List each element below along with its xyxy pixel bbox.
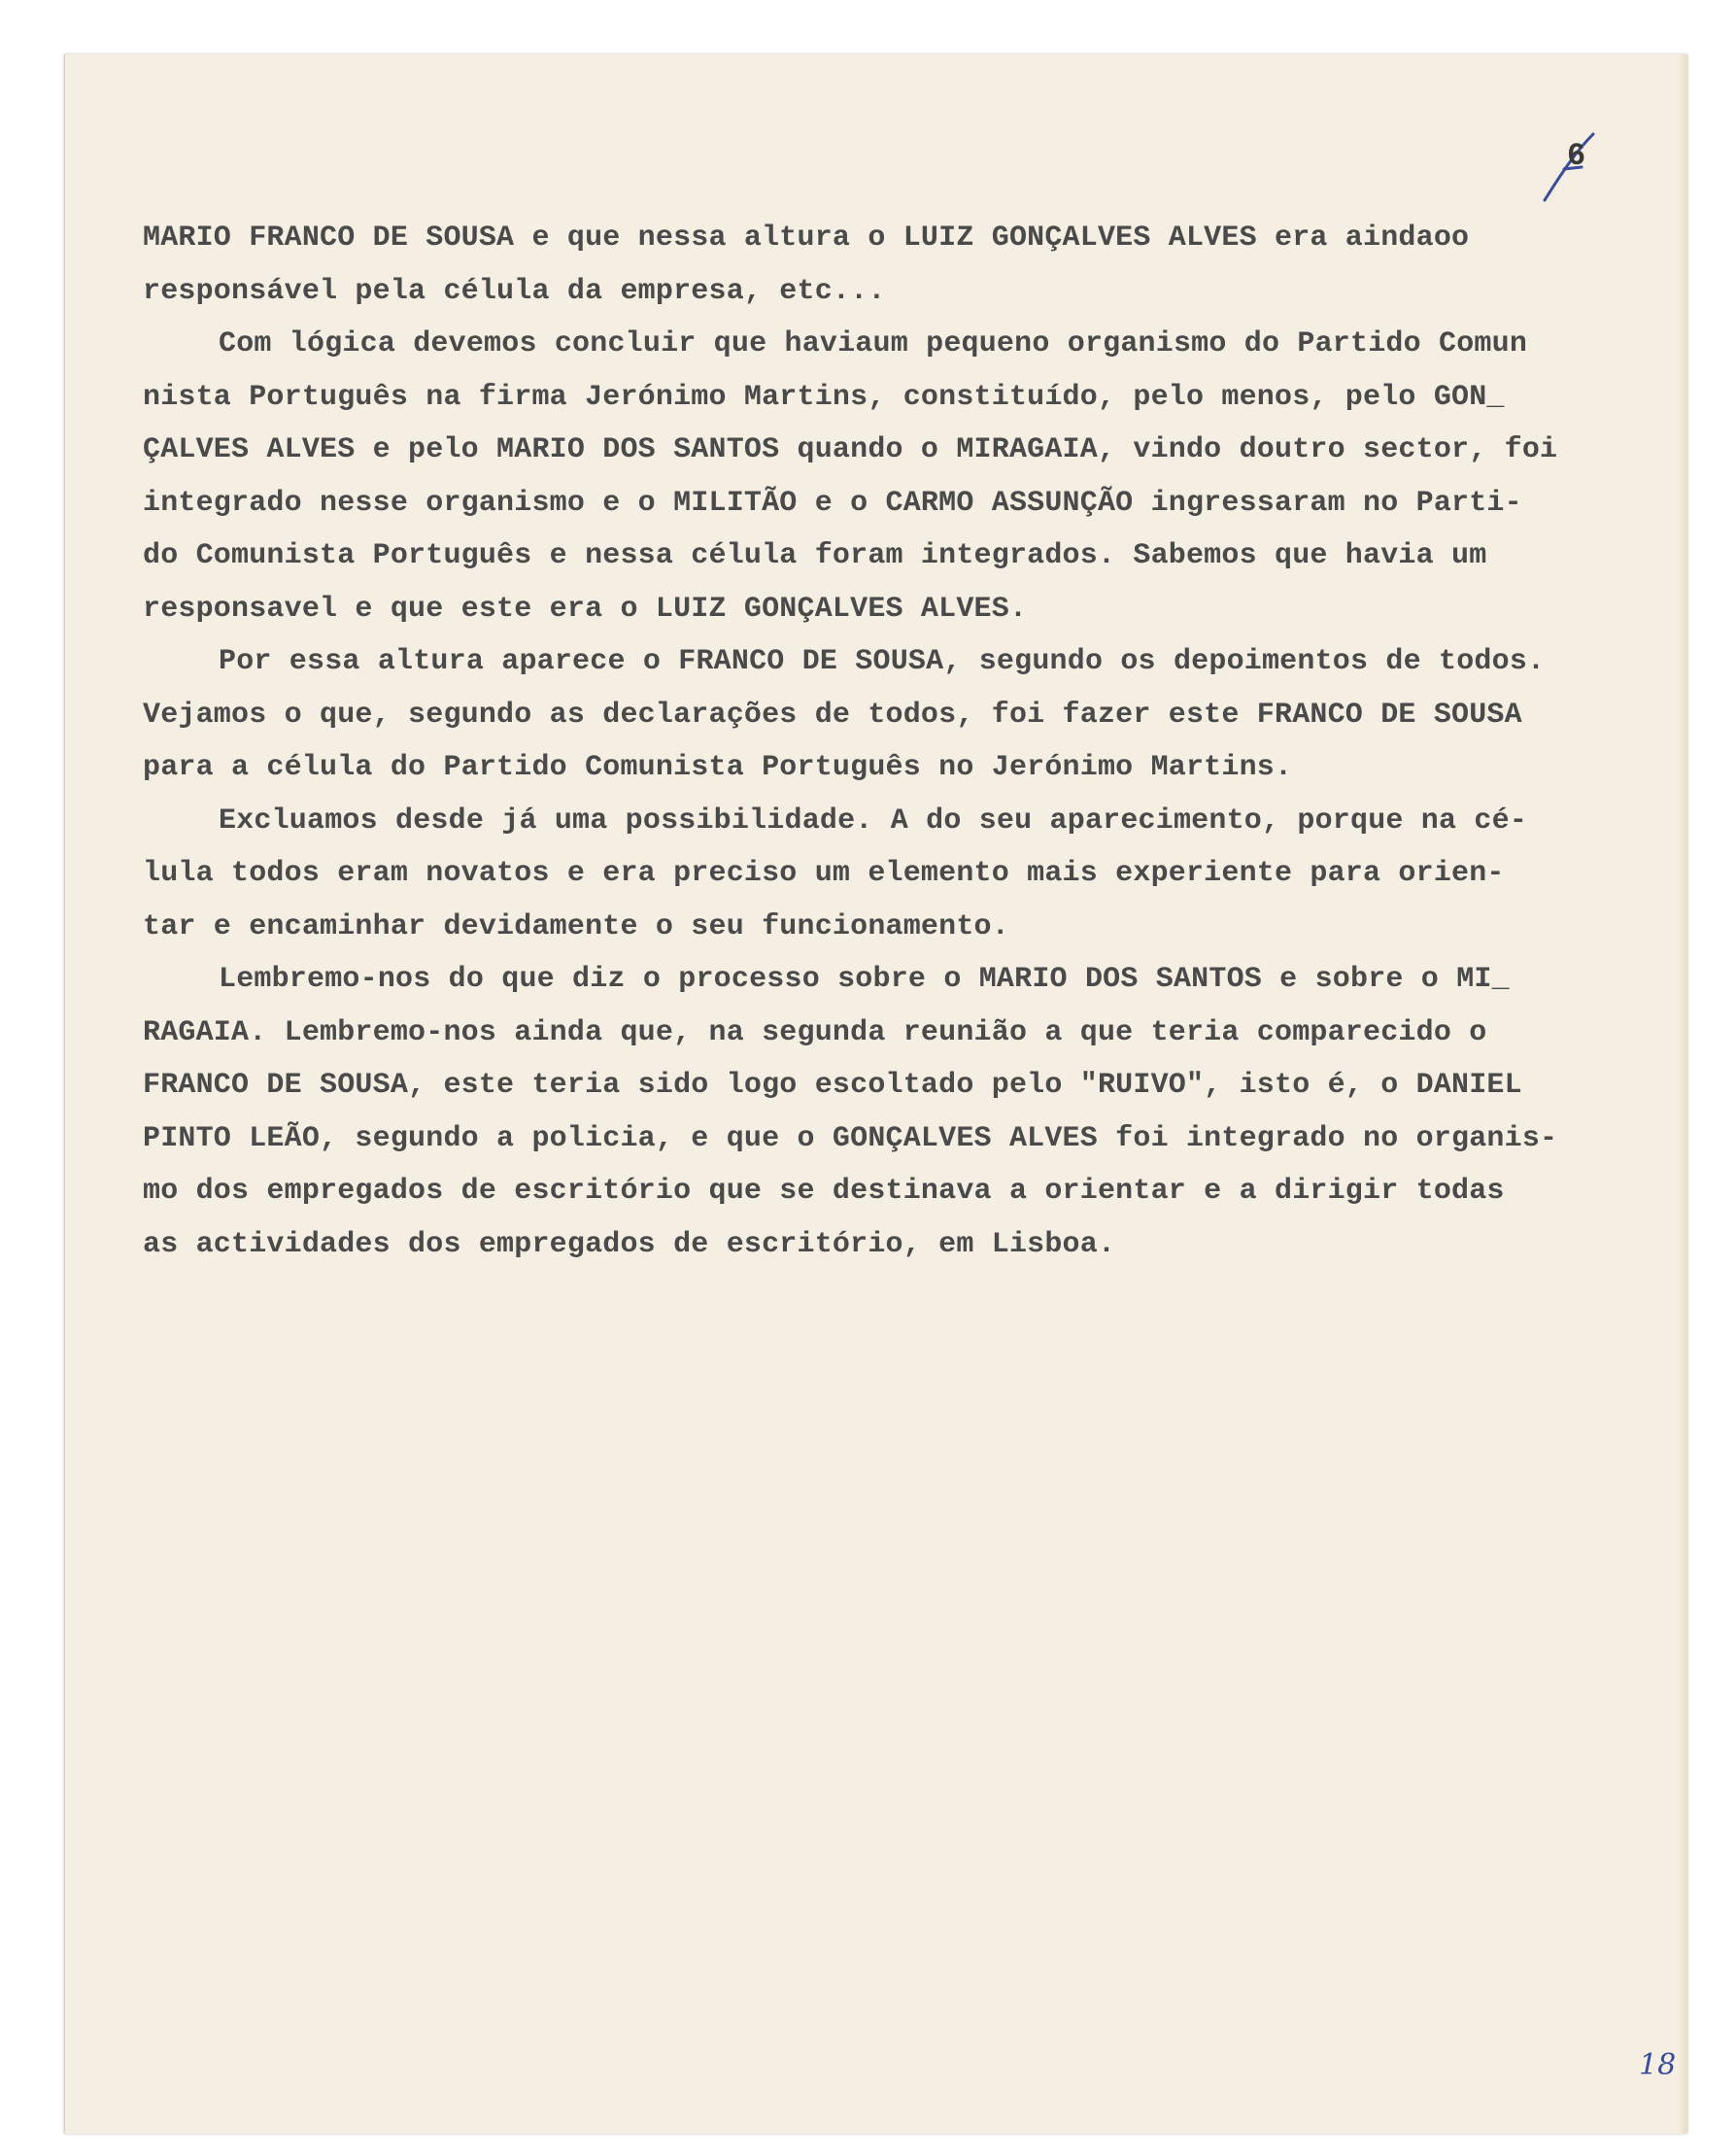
text-line: mo dos empregados de escritório que se destinava a orientar e a dirigir todas [143, 1175, 1505, 1208]
text-line: tar e encaminhar devidamente o seu funcionamento. [143, 909, 1009, 943]
text-line: nista Português na firma Jerónimo Martins, constituído, pelo menos, pelo GON_ [143, 380, 1505, 414]
text-line: FRANCO DE SOUSA, este teria sido logo escoltado pelo "RUIVO", isto é, o DANIEL [143, 1069, 1522, 1102]
text-line: do Comunista Português e nessa célula foram integrados. Sabemos que havia um [143, 539, 1487, 572]
page-number: 6 [1567, 138, 1586, 174]
archive-number: 18 [1639, 2048, 1677, 2082]
text-line: ÇALVES ALVES e pelo MARIO DOS SANTOS quando o MIRAGAIA, vindo doutro sector, foi [143, 433, 1558, 466]
text-line: Com lógica devemos concluir que haviaum pequeno organismo do Partido Comun [219, 327, 1528, 360]
text-line: para a célula do Partido Comunista Português no Jerónimo Martins. [143, 751, 1293, 784]
text-line: Por essa altura aparece o FRANCO DE SOUSA, segundo os depoimentos de todos. [219, 645, 1546, 678]
text-line: lula todos eram novatos e era preciso um elemento mais experiente para orien- [143, 857, 1505, 890]
text-line: MARIO FRANCO DE SOUSA e que nessa altura o LUIZ GONÇALVES ALVES era aindaoo [143, 222, 1470, 255]
text-line: responsável pela célula da empresa, etc... [143, 274, 886, 308]
text-line: PINTO LEÃO, segundo a policia, e que o GONÇALVES ALVES foi integrado no organis- [143, 1121, 1558, 1155]
text-line: RAGAIA. Lembremo-nos ainda que, na segunda reunião a que teria comparecido o [143, 1015, 1487, 1049]
document-body [143, 212, 1658, 1271]
text-line: responsavel e que este era o LUIZ GONÇALVES ALVES. [143, 592, 1028, 626]
text-line: as actividades dos empregados de escritório, em Lisboa. [143, 1227, 1116, 1261]
text-line: Excluamos desde já uma possibilidade. A do seu aparecimento, porque na cé- [219, 804, 1528, 838]
text-line: Vejamos o que, segundo as declarações de todos, foi fazer este FRANCO DE SOUSA [143, 698, 1522, 732]
text-line: integrado nesse organismo e o MILITÃO e o CARMO ASSUNÇÃO ingressaram no Parti- [143, 486, 1522, 520]
text-line: Lembremo-nos do que diz o processo sobre o MARIO DOS SANTOS e sobre o MI_ [219, 963, 1510, 996]
